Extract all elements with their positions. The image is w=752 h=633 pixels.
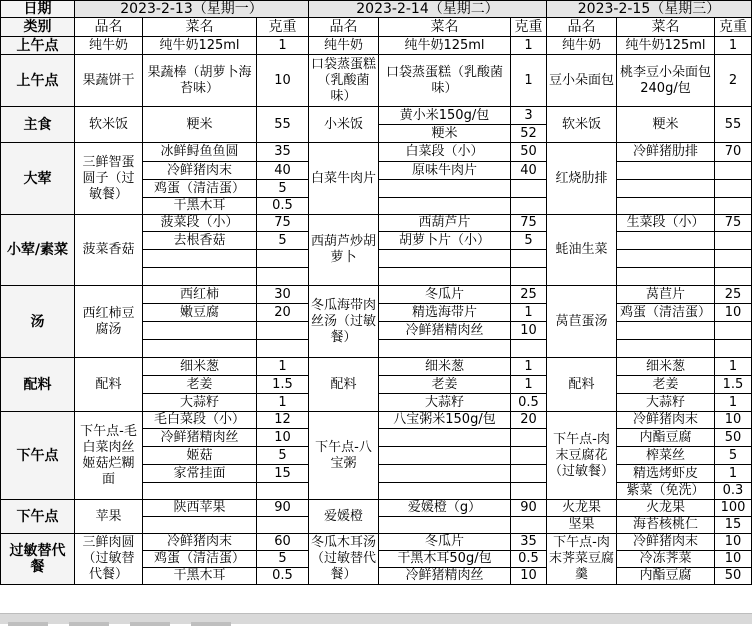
gram-cell[interactable]: 1: [715, 394, 752, 412]
item-cell[interactable]: 冷冻荠菜: [617, 551, 715, 568]
empty-cell[interactable]: [257, 250, 309, 268]
category-cell[interactable]: 配料: [1, 358, 75, 412]
gram-cell[interactable]: 1.5: [715, 376, 752, 394]
date-day2[interactable]: 2023-2-14（星期二）: [309, 1, 547, 18]
gram-cell[interactable]: 1: [511, 376, 547, 394]
dish-cell[interactable]: 小米饭: [309, 107, 379, 143]
empty-cell[interactable]: [143, 517, 257, 534]
gram-cell[interactable]: 0.5: [511, 551, 547, 568]
item-cell[interactable]: 干黑木耳50g/包: [379, 551, 511, 568]
gram-cell[interactable]: 1: [715, 358, 752, 376]
item-cell[interactable]: 八宝粥米150g/包: [379, 412, 511, 429]
gram-cell[interactable]: 0.3: [715, 483, 752, 500]
empty-cell[interactable]: [379, 447, 511, 465]
item-cell[interactable]: 爱媛橙（g）: [379, 500, 511, 517]
dish-cell[interactable]: 纯牛奶: [547, 37, 617, 55]
item-cell[interactable]: 姬菇: [143, 447, 257, 465]
empty-cell[interactable]: [379, 180, 511, 198]
item-cell[interactable]: 冷鲜猪肋排: [617, 143, 715, 162]
gram-cell[interactable]: 1: [257, 394, 309, 412]
dish-cell[interactable]: 火龙果: [547, 500, 617, 517]
gram-cell[interactable]: 10: [715, 304, 752, 322]
item-header[interactable]: 菜名: [143, 18, 257, 37]
empty-cell[interactable]: [715, 268, 752, 286]
gram-cell[interactable]: 50: [715, 568, 752, 585]
gram-cell[interactable]: 10: [257, 55, 309, 107]
sheet-tab-bar: [0, 613, 752, 624]
empty-cell[interactable]: [511, 340, 547, 358]
empty-cell[interactable]: [511, 429, 547, 447]
dish-cell[interactable]: 三鲜肉圆（过敏替代餐）: [75, 534, 143, 585]
item-cell[interactable]: 大蒜籽: [379, 394, 511, 412]
item-cell[interactable]: 紫菜（免洗）: [617, 483, 715, 500]
dish-cell[interactable]: 下午点-毛白菜肉丝姬菇烂糊面: [75, 412, 143, 500]
category-cell[interactable]: 下午点: [1, 412, 75, 500]
item-cell[interactable]: 细米葱: [379, 358, 511, 376]
item-cell[interactable]: 大蒜籽: [143, 394, 257, 412]
gram-cell[interactable]: 70: [715, 143, 752, 162]
item-cell[interactable]: 粳米: [617, 107, 715, 143]
item-cell[interactable]: 桃李豆小朵面包 240g/包: [617, 55, 715, 107]
dish-cell[interactable]: 软米饭: [75, 107, 143, 143]
item-cell[interactable]: 内酯豆腐: [617, 429, 715, 447]
gram-cell[interactable]: 50: [511, 143, 547, 162]
gram-cell[interactable]: 15: [257, 465, 309, 483]
empty-cell[interactable]: [511, 483, 547, 500]
gram-cell[interactable]: 5: [511, 232, 547, 250]
item-cell[interactable]: 冷鲜猪精肉丝: [379, 322, 511, 340]
item-cell[interactable]: 果蔬棒（胡萝卜海苔味）: [143, 55, 257, 107]
item-cell[interactable]: 冷鲜猪肉末: [143, 534, 257, 551]
gram-cell[interactable]: 25: [715, 286, 752, 304]
item-cell[interactable]: 菠菜段（小）: [143, 215, 257, 232]
dish-cell[interactable]: 菠菜香菇: [75, 215, 143, 286]
gram-cell[interactable]: 20: [257, 304, 309, 322]
item-cell[interactable]: 榨菜丝: [617, 447, 715, 465]
dish-cell[interactable]: 白菜牛肉片: [309, 143, 379, 215]
category-cell[interactable]: 大荤: [1, 143, 75, 215]
gram-cell[interactable]: 2: [715, 55, 752, 107]
item-cell[interactable]: 冬瓜片: [379, 286, 511, 304]
gram-cell[interactable]: 1: [715, 465, 752, 483]
empty-cell[interactable]: [511, 250, 547, 268]
dish-cell[interactable]: 软米饭: [547, 107, 617, 143]
empty-cell[interactable]: [617, 162, 715, 180]
item-cell[interactable]: 西红柿: [143, 286, 257, 304]
empty-cell[interactable]: [617, 322, 715, 340]
item-cell[interactable]: 西葫芦片: [379, 215, 511, 232]
dish-cell[interactable]: 西红柿豆腐汤: [75, 286, 143, 358]
dish-cell[interactable]: 爱媛橙: [309, 500, 379, 534]
item-cell[interactable]: 冷鲜猪精肉丝: [379, 568, 511, 585]
category-cell[interactable]: 主食: [1, 107, 75, 143]
gram-cell[interactable]: 10: [715, 534, 752, 551]
empty-cell[interactable]: [379, 483, 511, 500]
gram-cell[interactable]: 50: [715, 429, 752, 447]
item-cell[interactable]: 纯牛奶125ml: [379, 37, 511, 55]
dish-cell[interactable]: 坚果: [547, 517, 617, 534]
item-cell[interactable]: 干黑木耳: [143, 568, 257, 585]
gram-cell[interactable]: 90: [257, 500, 309, 517]
gram-cell[interactable]: 52: [511, 125, 547, 143]
gram-cell[interactable]: 5: [257, 551, 309, 568]
empty-cell[interactable]: [617, 232, 715, 250]
category-cell[interactable]: 小荤/素菜: [1, 215, 75, 286]
table-row: [1, 412, 752, 429]
item-cell[interactable]: 冷鲜猪肉末: [617, 534, 715, 551]
gram-cell[interactable]: 75: [257, 215, 309, 232]
dish-cell[interactable]: 纯牛奶: [309, 37, 379, 55]
date-row: [1, 1, 752, 18]
gram-cell[interactable]: 15: [715, 517, 752, 534]
empty-cell[interactable]: [511, 447, 547, 465]
gram-cell[interactable]: 10: [511, 322, 547, 340]
item-cell[interactable]: 老姜: [379, 376, 511, 394]
item-cell[interactable]: 粳米: [143, 107, 257, 143]
gram-cell[interactable]: 10: [715, 412, 752, 429]
item-cell[interactable]: 干黑木耳: [143, 198, 257, 215]
dish-cell[interactable]: 蚝油生菜: [547, 215, 617, 286]
item-cell[interactable]: 冰鲜鲟鱼鱼圆: [143, 143, 257, 162]
gram-cell[interactable]: 0.5: [257, 568, 309, 585]
dish-cell[interactable]: 下午点-八宝粥: [309, 412, 379, 500]
gram-cell[interactable]: 1.5: [257, 376, 309, 394]
table-row: [1, 358, 752, 376]
empty-cell[interactable]: [379, 465, 511, 483]
empty-cell[interactable]: [511, 517, 547, 534]
item-header[interactable]: 菜名: [617, 18, 715, 37]
category-header[interactable]: 类别: [1, 18, 75, 37]
empty-cell[interactable]: [715, 340, 752, 358]
empty-cell[interactable]: [715, 322, 752, 340]
item-cell[interactable]: 白菜段（小）: [379, 143, 511, 162]
dish-cell[interactable]: 冬瓜木耳汤（过敏替代餐）: [309, 534, 379, 585]
date-day3[interactable]: 2023-2-15（星期三）: [547, 1, 752, 18]
empty-cell[interactable]: [143, 322, 257, 340]
gram-cell[interactable]: 60: [257, 534, 309, 551]
empty-cell[interactable]: [379, 429, 511, 447]
item-cell[interactable]: 原味牛肉片: [379, 162, 511, 180]
date-label[interactable]: 日期: [1, 1, 75, 18]
empty-cell[interactable]: [617, 268, 715, 286]
empty-cell[interactable]: [257, 517, 309, 534]
empty-cell[interactable]: [715, 250, 752, 268]
dish-cell[interactable]: 豆小朵面包: [547, 55, 617, 107]
category-cell[interactable]: 汤: [1, 286, 75, 358]
dish-header[interactable]: 品名: [309, 18, 379, 37]
empty-cell[interactable]: [715, 232, 752, 250]
item-cell[interactable]: 精选烤虾皮: [617, 465, 715, 483]
gram-cell[interactable]: 10: [715, 551, 752, 568]
item-cell[interactable]: 生菜段（小）: [617, 215, 715, 232]
empty-cell[interactable]: [511, 180, 547, 198]
empty-cell[interactable]: [257, 340, 309, 358]
gram-cell[interactable]: 35: [511, 534, 547, 551]
item-cell[interactable]: 老姜: [143, 376, 257, 394]
gram-header[interactable]: 克重: [511, 18, 547, 37]
gram-cell[interactable]: 1: [715, 37, 752, 55]
dish-cell[interactable]: 下午点-肉末荠菜豆腐羹: [547, 534, 617, 585]
gram-cell[interactable]: 20: [511, 412, 547, 429]
item-cell[interactable]: 冷鲜猪肉末: [617, 412, 715, 429]
gram-cell[interactable]: 100: [715, 500, 752, 517]
item-cell[interactable]: 冷鲜猪肉末: [143, 162, 257, 180]
dish-cell[interactable]: 三鲜智蛋圆子（过敏餐）: [75, 143, 143, 215]
table-row: [1, 500, 752, 517]
item-cell[interactable]: 内酯豆腐: [617, 568, 715, 585]
dish-cell[interactable]: 果蔬饼干: [75, 55, 143, 107]
gram-cell[interactable]: 1: [257, 358, 309, 376]
gram-cell[interactable]: 55: [715, 107, 752, 143]
gram-header[interactable]: 克重: [257, 18, 309, 37]
empty-cell[interactable]: [617, 250, 715, 268]
gram-cell[interactable]: 10: [257, 429, 309, 447]
item-cell[interactable]: 粳米: [379, 125, 511, 143]
table-row: [1, 143, 752, 162]
gram-cell[interactable]: 0.5: [257, 198, 309, 215]
empty-cell[interactable]: [715, 198, 752, 215]
gram-cell[interactable]: 1: [257, 37, 309, 55]
table-row: [1, 107, 752, 125]
gram-cell[interactable]: 10: [511, 568, 547, 585]
gram-cell[interactable]: 40: [511, 162, 547, 180]
table-row: [1, 215, 752, 232]
table-row: [1, 286, 752, 304]
table-row: [1, 55, 752, 107]
gram-cell[interactable]: 75: [715, 215, 752, 232]
item-cell[interactable]: 鸡蛋（清洁蛋）: [143, 180, 257, 198]
gram-cell[interactable]: 0.5: [511, 394, 547, 412]
item-cell[interactable]: 口袋蒸蛋糕（乳酸菌味）: [379, 55, 511, 107]
category-cell[interactable]: 上午点: [1, 37, 75, 55]
dish-cell[interactable]: 莴苣蛋汤: [547, 286, 617, 358]
item-cell[interactable]: 大蒜籽: [617, 394, 715, 412]
gram-cell[interactable]: 12: [257, 412, 309, 429]
gram-cell[interactable]: 25: [511, 286, 547, 304]
empty-cell[interactable]: [257, 322, 309, 340]
empty-cell[interactable]: [143, 340, 257, 358]
item-cell[interactable]: 去根香菇: [143, 232, 257, 250]
dish-cell[interactable]: 下午点-肉末豆腐花（过敏餐）: [547, 412, 617, 500]
item-cell[interactable]: 家常挂面: [143, 465, 257, 483]
item-cell[interactable]: 纯牛奶125ml: [617, 37, 715, 55]
empty-cell[interactable]: [143, 483, 257, 500]
item-cell[interactable]: 嫩豆腐: [143, 304, 257, 322]
gram-cell[interactable]: 75: [511, 215, 547, 232]
empty-cell[interactable]: [715, 180, 752, 198]
gram-cell[interactable]: 3: [511, 107, 547, 125]
dish-cell[interactable]: 西葫芦炒胡萝卜: [309, 215, 379, 286]
gram-cell[interactable]: 30: [257, 286, 309, 304]
empty-cell[interactable]: [379, 250, 511, 268]
table-row: [1, 534, 752, 551]
dish-cell[interactable]: 配料: [75, 358, 143, 412]
item-cell[interactable]: 莴苣片: [617, 286, 715, 304]
empty-cell[interactable]: [379, 198, 511, 215]
category-cell[interactable]: 上午点: [1, 55, 75, 107]
gram-cell[interactable]: 90: [511, 500, 547, 517]
item-cell[interactable]: 冬瓜片: [379, 534, 511, 551]
gram-cell[interactable]: 35: [257, 143, 309, 162]
item-cell[interactable]: 细米葱: [617, 358, 715, 376]
dish-cell[interactable]: 配料: [309, 358, 379, 412]
item-cell[interactable]: 冷鲜猪精肉丝: [143, 429, 257, 447]
item-cell[interactable]: 陕西苹果: [143, 500, 257, 517]
empty-cell[interactable]: [617, 180, 715, 198]
gram-cell[interactable]: 5: [257, 447, 309, 465]
item-cell[interactable]: 毛白菜段（小）: [143, 412, 257, 429]
category-cell[interactable]: 过敏替代餐: [1, 534, 75, 585]
empty-cell[interactable]: [511, 465, 547, 483]
item-cell[interactable]: 老姜: [617, 376, 715, 394]
empty-cell[interactable]: [257, 268, 309, 286]
column-header-row: [1, 18, 752, 37]
dish-cell[interactable]: 纯牛奶: [75, 37, 143, 55]
item-cell[interactable]: 胡萝卜片（小）: [379, 232, 511, 250]
item-cell[interactable]: 细米葱: [143, 358, 257, 376]
empty-cell[interactable]: [617, 198, 715, 215]
empty-cell[interactable]: [379, 268, 511, 286]
empty-cell[interactable]: [617, 340, 715, 358]
empty-cell[interactable]: [511, 268, 547, 286]
gram-cell[interactable]: 5: [715, 447, 752, 465]
dish-header[interactable]: 品名: [547, 18, 617, 37]
category-cell[interactable]: 下午点: [1, 500, 75, 534]
empty-cell[interactable]: [379, 340, 511, 358]
dish-cell[interactable]: 配料: [547, 358, 617, 412]
gram-cell[interactable]: 5: [257, 232, 309, 250]
gram-cell[interactable]: 5: [257, 180, 309, 198]
dish-cell[interactable]: 口袋蒸蛋糕（乳酸菌味）: [309, 55, 379, 107]
dish-header[interactable]: 品名: [75, 18, 143, 37]
item-cell[interactable]: 黄小米150g/包: [379, 107, 511, 125]
empty-cell[interactable]: [715, 162, 752, 180]
empty-cell[interactable]: [379, 517, 511, 534]
dish-cell[interactable]: 冬瓜海带肉丝汤（过敏餐）: [309, 286, 379, 358]
date-day1[interactable]: 2023-2-13（星期一）: [75, 1, 309, 18]
empty-cell[interactable]: [511, 198, 547, 215]
empty-cell[interactable]: [143, 250, 257, 268]
gram-cell[interactable]: 40: [257, 162, 309, 180]
item-cell[interactable]: 海苔核桃仁: [617, 517, 715, 534]
item-cell[interactable]: 纯牛奶125ml: [143, 37, 257, 55]
gram-header[interactable]: 克重: [715, 18, 752, 37]
gram-cell[interactable]: 1: [511, 55, 547, 107]
gram-cell[interactable]: 55: [257, 107, 309, 143]
item-cell[interactable]: 精选海带片: [379, 304, 511, 322]
dish-cell[interactable]: 红烧肋排: [547, 143, 617, 215]
item-cell[interactable]: 鸡蛋（清洁蛋）: [617, 304, 715, 322]
item-cell[interactable]: 鸡蛋（清洁蛋）: [143, 551, 257, 568]
gram-cell[interactable]: 1: [511, 304, 547, 322]
dish-cell[interactable]: 苹果: [75, 500, 143, 534]
empty-cell[interactable]: [143, 268, 257, 286]
item-header[interactable]: 菜名: [379, 18, 511, 37]
item-cell[interactable]: 火龙果: [617, 500, 715, 517]
gram-cell[interactable]: 1: [511, 37, 547, 55]
gram-cell[interactable]: 1: [511, 358, 547, 376]
empty-cell[interactable]: [257, 483, 309, 500]
table-row: [1, 37, 752, 55]
